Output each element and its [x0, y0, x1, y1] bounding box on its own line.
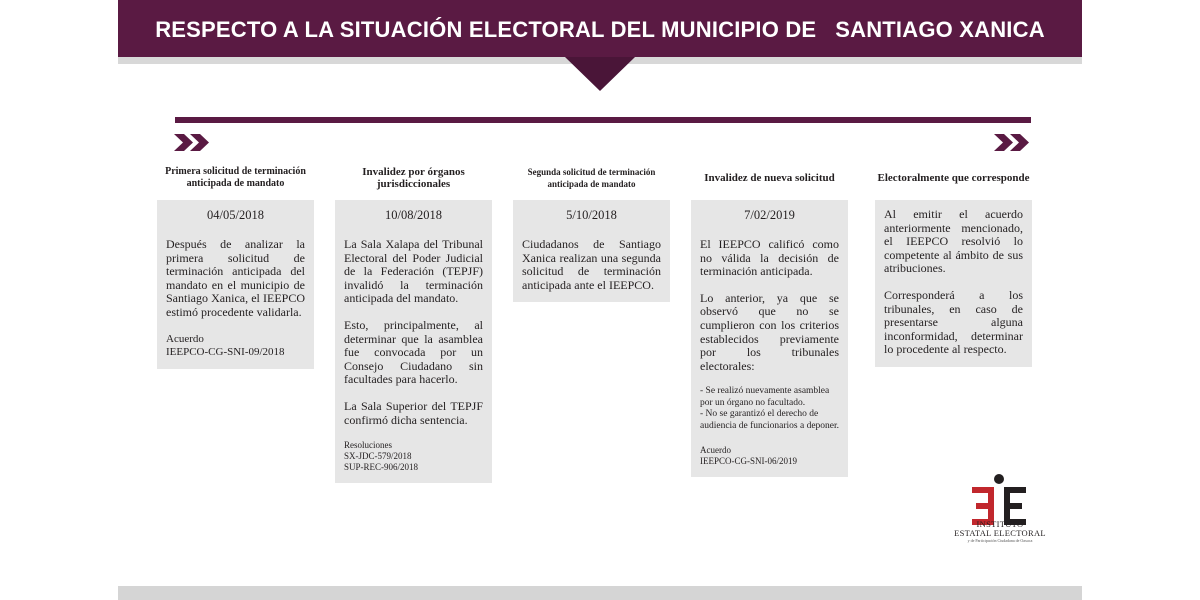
stage-date: 5/10/2018	[566, 208, 617, 222]
stage-paragraph: La Sala Superior del TEPJF confirmó dicha sentencia.	[344, 398, 483, 427]
header-banner	[118, 0, 1082, 57]
stage-paragraph: Corresponderá a los tribunales, en caso de presentarse alguna inconformidad, determinar lo procedente al respecto.	[884, 287, 1023, 357]
criteria-item: - Se realizó nuevamente asamblea por un órgano no facultado.	[700, 386, 830, 408]
logo-tagline: y de Participación Ciudadana de Oaxaca	[967, 538, 1033, 543]
stage-1	[157, 160, 314, 196]
reference-label: Acuerdo	[700, 445, 731, 456]
stage-paragraph: Lo anterior, ya que se observó que no se cumplieron con los criterios establecidos previamente por los tribunales electorales:	[700, 290, 839, 373]
stage-paragraph: La Sala Xalapa del Tribunal Electoral del Poder Judicial de la Federación (TEPJF) invalidó la terminación anticipada del mandato.	[344, 237, 483, 306]
stage-title: Invalidez por órganos jurisdiccionales	[362, 166, 465, 190]
reference-code: SUP-REC-906/2018	[344, 462, 419, 473]
stage-title: Primera solicitud de terminación anticipada de mandato	[165, 166, 306, 189]
page-title: RESPECTO A LA SITUACIÓN ELECTORAL DEL MUNICIPIO DE SANTIAGO XANICA	[155, 17, 1045, 42]
banner-down-arrow-icon	[565, 57, 635, 91]
stage-card	[691, 200, 848, 477]
stage-3	[513, 160, 670, 196]
reference-label: Resoluciones	[344, 440, 392, 451]
reference-label: Acuerdo	[166, 332, 204, 345]
footer-bar	[118, 586, 1082, 600]
stage-card	[875, 200, 1032, 367]
timeline-bar	[175, 117, 1031, 123]
reference-code: IEEPCO-CG-SNI-09/2018	[166, 345, 285, 358]
reference-code: SX-JDC-579/2018	[344, 451, 412, 462]
stage-paragraph: El IEEPCO calificó como no válida la decisión de terminación anticipada.	[700, 237, 839, 279]
double-chevron-right-icon	[174, 134, 212, 151]
stage-card	[335, 200, 492, 483]
stage-paragraph: Después de analizar la primera solicitud de terminación anticipada del mandato en el municipio de Santiago Xanica, el IEEPCO estimó procedente validarla.	[166, 237, 305, 319]
stage-2	[335, 160, 492, 196]
double-chevron-right-icon	[994, 134, 1032, 151]
stage-4	[691, 160, 848, 196]
stage-card	[157, 200, 314, 369]
stage-5	[875, 160, 1032, 196]
stage-paragraph: Ciudadanos de Santiago Xanica realizan una segunda solicitud de terminación anticipada ante el IEEPCO.	[522, 237, 661, 292]
logo-name: INSTITUTO ESTATAL ELECTORAL	[954, 519, 1046, 538]
stage-date: 04/05/2018	[207, 208, 264, 222]
reference-code: IEEPCO-CG-SNI-06/2019	[700, 456, 797, 467]
stage-title: Invalidez de nueva solicitud	[704, 172, 835, 184]
stage-title: Electoralmente que corresponde	[877, 172, 1030, 184]
stage-paragraph: Al emitir el acuerdo anteriormente mencionado, el IEEPCO resolvió lo competente al ámbito de sus atribuciones.	[884, 207, 1023, 276]
criteria-item: - No se garantizó el derecho de audiencia de funcionarios a deponer.	[700, 409, 840, 431]
stage-paragraph: Esto, principalmente, al determinar que la asamblea fue convocada por un Consejo Ciudadano sin facultades para hacerlo.	[344, 317, 483, 387]
stage-date: 10/08/2018	[385, 208, 442, 222]
stage-title: Segunda solicitud de terminación anticipada de mandato	[527, 167, 656, 189]
stage-card	[513, 200, 670, 302]
stage-date: 7/02/2019	[744, 208, 795, 222]
